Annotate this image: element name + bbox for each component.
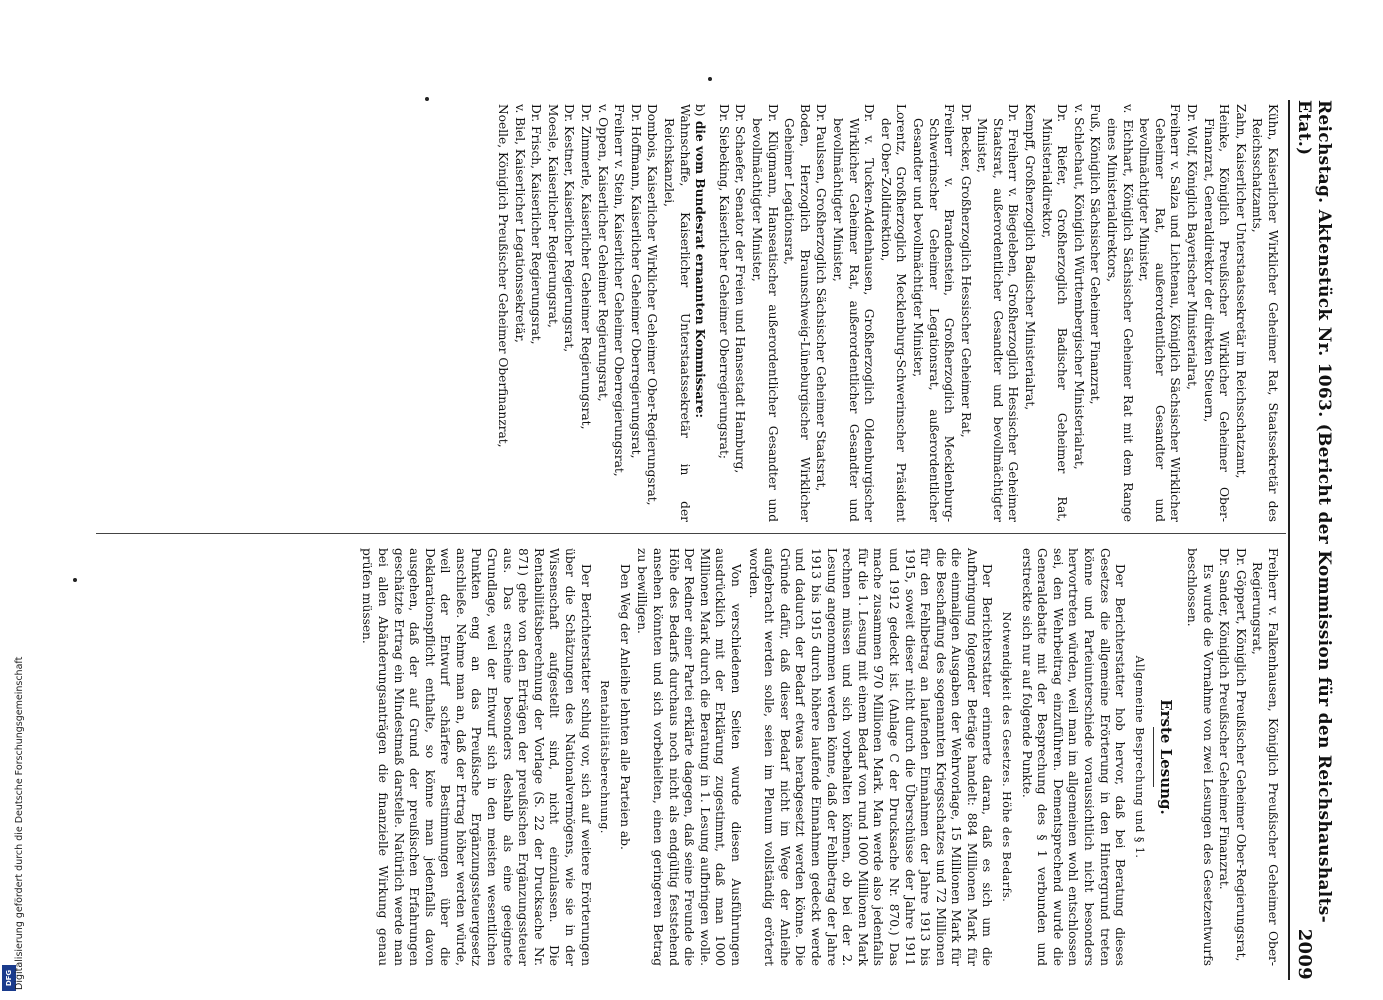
paragraph-1: Der Berichterstatter hob hervor, daß bei Beratung dieses Gesetzes die allgemeine Erörterung in den Hintergrund treten könne und Parteiunterschiede voraussichtlich nicht besonders hervortreten würden, weil man im allgemeinen wohl entschlossen sei, den Wehrbeitrag einzuführen. Dementsprechend wurde die Generaldebatte mit der Besprechung des § 1 verbunden und erstreckte sich nur auf folgende Punkte. xyxy=(1019,548,1128,966)
list-entry: Dombois, Kaiserlicher Wirklicher Geheimer Ober-Regierungsrat, xyxy=(645,104,660,506)
list-entry: Kempff, Großherzoglich Badischer Ministerialrat, xyxy=(1023,104,1038,411)
heading-rule xyxy=(1153,727,1154,787)
federal-commissioner-list xyxy=(495,104,692,522)
list-entry: Dr. Becker, Großherzoglich Hessischer Geheimer Rat, xyxy=(958,104,973,438)
list-entry: Dr. Hoffmann, Kaiserlicher Geheimer Oberregierungsrat, xyxy=(628,104,643,459)
digitization-credit: Digitalisierung gefördert durch die Deutsche Forschungsgemeinschaft xyxy=(14,656,25,990)
list-entry: Dr. Schaefer, Senator der Freien und Hansestadt Hamburg, xyxy=(733,104,748,474)
commissioner-list-continued xyxy=(1216,548,1280,966)
list-entry: Dr. Paulssen, Großherzoglich Sächsischer Geheimer Staatsrat, xyxy=(814,104,829,492)
list-entry: Wahnschaffe, Kaiserlicher Unterstaatssekretär in der Reichskanzlei, xyxy=(662,104,692,522)
list-entry: Dr. Klügmann, Hanseatischer außerordentlicher Gesandter und bevollmächtigter Minister, xyxy=(750,104,780,522)
digitization-strip xyxy=(0,0,25,1000)
list-entry: v. Biel, Kaiserlicher Legationssekretär, xyxy=(512,104,527,343)
list-entry: Dr. Wolf, Königlich Bayerischer Ministerialrat, xyxy=(1185,104,1200,390)
list-entry: Dr. Frisch, Kaiserlicher Regierungsrat, xyxy=(529,104,544,345)
list-entry: Boden, Herzoglich Braunschweig-Lüneburgischer Wirklicher Geheimer Legationsrat, xyxy=(782,104,812,522)
list-entry: Dr. Riefer, Großherzoglich Badischer Geheimer Rat, Ministerialdirektor, xyxy=(1039,104,1070,522)
scan-speck xyxy=(708,77,712,81)
list-entry: Dr. v. Tucken-Addenhausen, Großherzoglich Oldenburgischer Wirklicher Geheimer Rat, außerordentlicher Gesandter und bevollmächtigter Minister, xyxy=(830,104,877,522)
section-b-text: die vom Bundesrat ernannten Kommissare: xyxy=(693,120,708,418)
running-title: Reichstag. Aktenstück Nr. 1063. (Bericht der Kommission für den Reichshaushalts-Etat.) xyxy=(1294,100,1334,923)
list-entry: Noelle, Königlich Preußischer Geheimer Oberfinanzrat, xyxy=(496,104,511,448)
page-header xyxy=(1294,100,1334,980)
list-entry: Freiherr v. Brandenstein, Großherzoglich Mecklenburg-Schwerinscher Geheimer Legationsrat, außerordentlicher Gesandter und bevollmächtigter Minister, xyxy=(910,104,957,522)
list-entry: Dr. Siebeking, Kaiserlicher Geheimer Oberregierungsrat; xyxy=(716,104,731,459)
paragraph-5: Der Berichterstatter schlug vor, sich auf weitere Erörterungen über die Schätzungen des Nationalvermögens, wie sie in der Wissenschaft aufgestellt sind, nicht einzulassen. Die Rentabilitätsberechnung der Vorlage (S. 22 der Drucksache Nr. 871) gehe von den Erträgen der preußischen Ergänzungssteuer aus. Das erscheine besonders deshalb als eine geeignete Grundlage, weil der Entwurf sich in den meisten wesentlichen Punkten eng an das Preußische Ergänzungssteuergesetz anschließe. Nehme man an, daß der Ertrag höher werden würde, weil der Entwurf schärfere Bestimmungen über die Deklarationspflicht enthalte, so könne man jedenfalls davon ausgehen, daß der auf Grund der preußischen Erfahrungen geschätzte Ertrag ein Mindestmaß darstelle. Natürlich werde man bei allen Abänderungsanträgen die finanzielle Wirkung genau prüfen müssen. xyxy=(360,548,593,966)
header-rule xyxy=(1288,100,1290,980)
column-divider xyxy=(96,533,1286,534)
commissioner-list xyxy=(715,104,1280,522)
left-column xyxy=(494,104,1281,522)
section-b-label: b) xyxy=(693,104,708,117)
list-entry: Zahn, Kaiserlicher Unterstaatssekretär im Reichsschatzamt, xyxy=(1233,104,1248,479)
paragraph-3: Von verschiedenen Seiten wurde diesen Ausführungen ausdrücklich mit der Erklärung zugestimmt, daß man 1000 Millionen Mark durch die Beratung in 1. Lesung aufbringen wolle. Der Redner einer Partei erklärte dagegen, daß seine Freunde die Höhe des Bedarfs durchaus noch nicht als endgültig feststehend ansehen könnten und sich vorbehielten, einen geringeren Betrag zu bewilligen. xyxy=(635,548,743,966)
rotated-document-page xyxy=(90,100,1334,980)
list-entry: Freiherr v. Stein, Kaiserlicher Geheimer Oberregierungsrat, xyxy=(612,104,627,477)
subhead-general-discussion: Allgemeine Besprechung und § 1. xyxy=(1132,655,1146,859)
list-entry: Lorentz, Großherzoglich Mecklenburg-Schwerinscher Präsident der Ober-Zolldirektion, xyxy=(878,104,909,522)
list-entry: v. Oppen, Kaiserlicher Geheimer Regierungsrat, xyxy=(595,104,610,402)
section-b-heading xyxy=(692,104,708,522)
list-entry: Dr. Zimmerle, Kaiserlicher Geheimer Regierungsrat, xyxy=(579,104,594,430)
subhead-rentability: Rentabilitätsberechnung. xyxy=(598,680,612,834)
paragraph-4: Den Weg der Anleihe lehnten alle Parteien ab. xyxy=(617,564,632,850)
right-column xyxy=(357,548,1280,966)
list-entry: v. Schlechaut, Königlich Württembergischer Ministerialrat, xyxy=(1071,104,1086,470)
subhead-necessity: Notwendigkeit des Gesetzes. Höhe des Bedarfs. xyxy=(1000,611,1014,903)
list-entry: Dr. Sander, Königlich Preußischer Geheimer Finanzrat. xyxy=(1217,548,1232,890)
list-entry: Moesle, Kaiserlicher Regierungsrat, xyxy=(545,104,560,328)
list-entry: Heinke, Königlich Preußischer Wirklicher Geheimer Ober-Finanzrat, Generaldirektor der direkten Steuern, xyxy=(1201,104,1232,522)
scan-speck xyxy=(73,578,77,582)
page-number: 2009 xyxy=(1294,928,1315,980)
list-entry: Dr. Freiherr v. Biegeleben, Großherzoglich Hessischer Geheimer Staatsrat, außerordentlicher Gesandter und bevollmächtigter Minister, xyxy=(975,104,1021,522)
list-entry: v. Eichhart, Königlich Sächsischer Geheimer Rat mit dem Range eines Ministerialdirektors, xyxy=(1105,104,1135,522)
scan-speck xyxy=(425,97,429,101)
list-entry: Fuß, Königlich Sächsischer Geheimer Finanzrat, xyxy=(1088,104,1103,405)
list-entry: Freiherr v. Falkenhausen, Königlich Preußischer Geheimer Ober-Regierungsrat, xyxy=(1250,548,1280,966)
list-entry: Kühn, Kaiserlicher Wirklicher Geheimer Rat, Staatssekretär des Reichsschatzamts, xyxy=(1250,104,1280,522)
dfg-logo-text: DFG xyxy=(5,969,13,987)
paragraph-2: Der Berichterstatter erinnerte daran, daß es sich um die Aufbringung folgender Beträge handelt: 884 Millionen Mark für die einmaligen Ausgaben der Wehrvorlage, 15 Millionen Mark für die Beschaffung des sogenannten Kriegsschatzes und 72 Millionen für den Fehlbetrag an laufenden Einnahmen der Jahre 1913 bis 1915, soweit dieser nicht durch die Überschüsse der Jahre 1911 und 1912 gedeckt ist. (Anlage C der Drucksache Nr. 870.) Das mache zusammen 970 Millionen Mark. Man werde also jedenfalls für die 1. Lesung mit einem Bedarf von rund 1000 Millionen Mark rechnen müssen und sich vorbehalten können, ob bei der 2. Lesung angenommen werden könne, daß der Fehlbetrag der Jahre 1913 bis 1915 durch höhere laufende Einnahmen gedeckt werde und dadurch der Bedarf etwas herabgesetzt werden könne. Die Gründe dafür, daß dieser Bedarf nicht im Wege der Anleihe aufgebracht werden solle, seien im Plenum vollständig erörtert worden. xyxy=(746,548,995,966)
section-heading: Erste Lesung. xyxy=(1157,699,1176,815)
list-entry: Dr. Göppert, Königlich Preußischer Geheimer Ober-Regierungsrat, xyxy=(1233,548,1248,962)
list-entry: Dr. Kestner, Kaiserlicher Regierungsrat, xyxy=(562,104,577,353)
list-entry: Freiherr v. Salza und Lichtenau, Königlich Sächsischer Wirklicher Geheimer Rat, außerordentlicher Gesandter und bevollmächtigter Minister, xyxy=(1137,104,1183,522)
intro-paragraph: Es wurde die Vornahme von zwei Lesungen des Gesetzentwurfs beschlossen. xyxy=(1185,548,1215,966)
